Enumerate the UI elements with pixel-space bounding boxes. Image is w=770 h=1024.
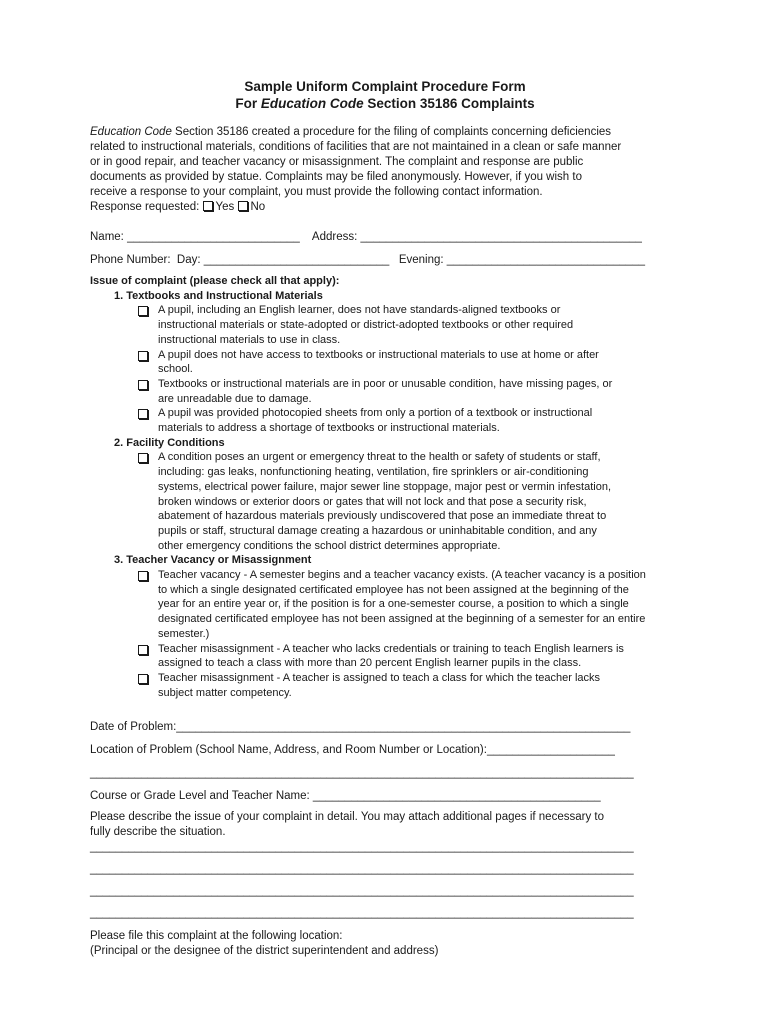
name-address-field[interactable]: Name: ___________________________ Address: ____________________________________________ bbox=[90, 231, 642, 243]
form-subtitle: For Education Code Section 35186 Complaints bbox=[235, 96, 535, 111]
description-line[interactable]: _____________________________________________________________________________________ bbox=[90, 841, 634, 853]
issue-item: Teacher misassignment - A teacher is assigned to teach a class for which the teacher lacks subject matter competency. bbox=[158, 671, 730, 700]
issue-item: Teacher vacancy - A semester begins and a teacher vacancy exists. (A teacher vacancy is a position to which a single designated certificated employee has not been assigned at the beginning of the year for an entire year or, if the position is for a one-semester course, a position to which a single designated certificated employee has not been assigned at the beginning of a semester for an entire semester.) bbox=[158, 568, 730, 642]
issue-checkbox[interactable] bbox=[138, 380, 148, 390]
response-requested: Response requested: Yes No bbox=[90, 201, 266, 213]
checkbox-no[interactable] bbox=[238, 201, 248, 211]
issue-item: Teacher misassignment - A teacher who lacks credentials or training to teach English learners is assigned to teach a class with more than 20 percent English learner pupils in the class. bbox=[158, 642, 730, 671]
description-line[interactable]: _____________________________________________________________________________________ bbox=[90, 863, 634, 875]
describe-instructions: Please describe the issue of your complaint in detail. You may attach additional pages if necessary to fully describe the situation. bbox=[90, 811, 604, 838]
issue-checkbox[interactable] bbox=[138, 571, 148, 581]
issue-checkbox[interactable] bbox=[138, 351, 148, 361]
checkbox-yes[interactable] bbox=[203, 201, 213, 211]
section-facility: 2. Facility Conditions bbox=[114, 436, 225, 449]
description-line[interactable]: _____________________________________________________________________________________ bbox=[90, 885, 634, 897]
issue-checkbox[interactable] bbox=[138, 645, 148, 655]
file-location-label: Please file this complaint at the following location: bbox=[90, 930, 343, 942]
intro-text: Section 35186 created a procedure for the filing of complaints concerning deficiencies related to instructional materials, conditions of facilities that are not maintained in a clean or safe manner or in good repair, and teacher vacancy or misassignment. The complaint and response are public documents as provided by statue. Complaints may be filed anonymously. However, if you wish to receive a response to your complaint, you must provide the following contact information. bbox=[90, 126, 622, 198]
issue-item: A pupil does not have access to textbooks or instructional materials to use at home or after school. bbox=[158, 348, 730, 377]
issue-checkbox[interactable] bbox=[138, 306, 148, 316]
issues-section bbox=[90, 274, 730, 700]
phone-field[interactable]: Phone Number: Day: _____________________________ Evening: _______________________________ bbox=[90, 254, 646, 266]
issue-checkbox[interactable] bbox=[138, 453, 148, 463]
section-textbooks: 1. Textbooks and Instructional Materials bbox=[114, 289, 323, 302]
section-teacher: 3. Teacher Vacancy or Misassignment bbox=[114, 554, 312, 567]
issue-item: A pupil, including an English learner, does not have standards-aligned textbooks or instructional materials or state-adopted or district-adopted textbooks or other required instructional materials to use in class. bbox=[158, 303, 730, 347]
location-field-continued[interactable]: _____________________________________________________________________________________ bbox=[90, 767, 634, 779]
description-line[interactable]: _____________________________________________________________________________________ bbox=[90, 907, 634, 919]
issues-heading: Issue of complaint (please check all that apply): bbox=[90, 275, 340, 287]
issue-item: A condition poses an urgent or emergency threat to the health or safety of students or staff, including: gas leaks, nonfunctioning heating, ventilation, fire sprinklers or air-conditioning systems, electrical power failure, major sewer line stoppage, major pest or vermin infestation, broken windows or exterior doors or gates that will not lock and that pose a security risk, abatement of hazardous materials previously undiscovered that pose an immediate threat to pupils or staff, structural damage creating a hazardous or uninhabitable condition, and any other emergency conditions the school district determines appropriate. bbox=[158, 450, 730, 553]
form-title: Sample Uniform Complaint Procedure Form bbox=[244, 79, 526, 94]
course-teacher-field[interactable]: Course or Grade Level and Teacher Name: _____________________________________________ bbox=[90, 790, 601, 802]
issue-checkbox[interactable] bbox=[138, 674, 148, 684]
issue-checkbox[interactable] bbox=[138, 409, 148, 419]
date-field[interactable]: Date of Problem:_______________________________________________________________________ bbox=[90, 721, 631, 733]
location-field[interactable]: Location of Problem (School Name, Address, and Room Number or Location):____________________ bbox=[90, 744, 615, 756]
intro-italic-lead: Education Code bbox=[90, 126, 172, 138]
file-location-note: (Principal or the designee of the district superintendent and address) bbox=[90, 945, 439, 957]
issue-item: A pupil was provided photocopied sheets from only a portion of a textbook or instructional materials to address a shortage of textbooks or instructional materials. bbox=[158, 406, 730, 435]
intro-paragraph bbox=[90, 125, 680, 215]
issue-item: Textbooks or instructional materials are in poor or unusable condition, have missing pages, or are unreadable due to damage. bbox=[158, 377, 730, 406]
